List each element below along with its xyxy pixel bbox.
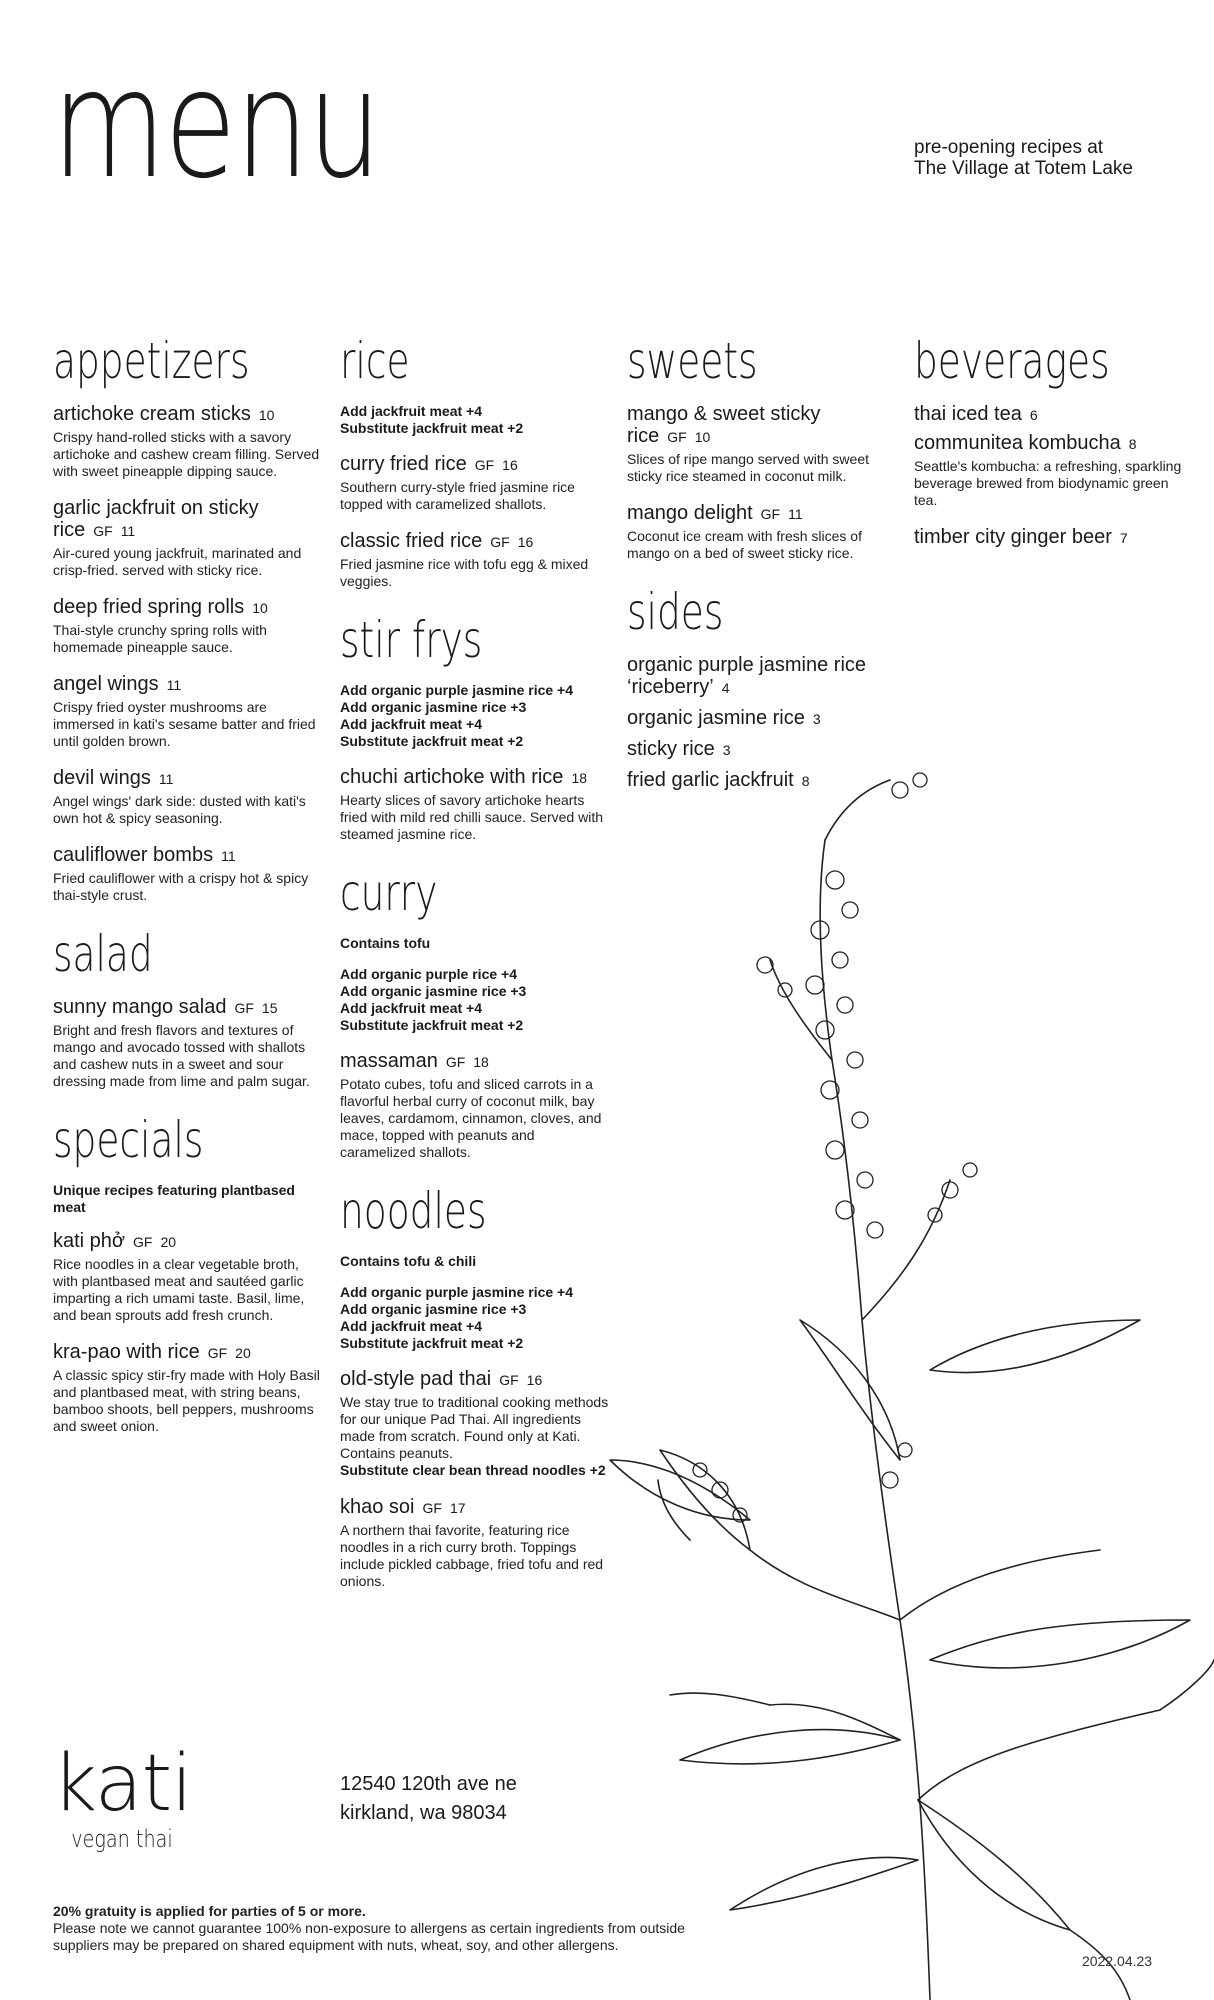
item-description: Crispy hand-rolled sticks with a savory artichoke and cashew cream filling. Served with sweet pineapple dipping sauce.: [53, 429, 320, 479]
item-tag: GF: [133, 1234, 153, 1250]
section-title: appetizers: [53, 332, 250, 390]
section-beverages: [914, 332, 1184, 549]
addon-list: [340, 966, 610, 1034]
section-title: beverages: [914, 332, 1110, 390]
item-description: Angel wings' dark side: dusted with kati's own hot & spicy seasoning.: [53, 793, 306, 826]
section-title: sweets: [627, 332, 758, 390]
section-note: Unique recipes featuring plantbased meat: [53, 1182, 295, 1215]
item-name: khao soi: [340, 1496, 415, 1518]
item-price: 11: [120, 523, 136, 539]
gratuity-note: 20% gratuity is applied for parties of 5 or more.: [53, 1903, 366, 1919]
addon-option: Substitute jackfruit meat +2: [340, 1335, 524, 1351]
footer-notes: [53, 1903, 685, 1954]
item-tag: GF: [93, 523, 113, 539]
item-price: 6: [1029, 407, 1038, 423]
menu-item: [53, 1230, 323, 1324]
section-title: sides: [627, 583, 724, 641]
menu-item: [914, 432, 1184, 509]
addon-option: Add organic jasmine rice +3: [340, 1301, 527, 1317]
item-tag: GF: [422, 1500, 442, 1516]
item-tag: GF: [207, 1345, 228, 1361]
section-title: salad: [53, 925, 153, 983]
item-name: deep fried spring rolls: [53, 596, 245, 618]
item-price: 4: [721, 680, 730, 696]
menu-item: [340, 1496, 610, 1590]
item-name: organic jasmine rice: [627, 707, 805, 729]
tagline: [914, 137, 1133, 179]
item-tag: GF: [760, 506, 781, 522]
menu-item: [340, 530, 610, 590]
menu-item: [627, 769, 897, 792]
item-price: 17: [449, 1500, 466, 1516]
item-description: Fried cauliflower with a crispy hot & spicy thai-style crust.: [53, 870, 309, 903]
item-price: 10: [252, 600, 268, 616]
section-sides: [627, 583, 897, 792]
section-note: Contains tofu & chili: [340, 1253, 477, 1269]
section-stir-frys: [340, 611, 610, 843]
menu-item: [53, 497, 323, 579]
item-price: 10: [258, 407, 275, 423]
item-tag: GF: [445, 1054, 466, 1070]
item-price: 16: [526, 1372, 543, 1388]
item-name: classic fried rice: [340, 530, 483, 552]
menu-item: [627, 403, 897, 485]
restaurant-address: [340, 1770, 517, 1828]
tagline-line: The Village at Totem Lake: [914, 158, 1133, 179]
item-price: 18: [473, 1054, 489, 1070]
item-description: Coconut ice cream with fresh slices of mango on a bed of sweet sticky rice.: [627, 528, 862, 561]
item-price: 3: [722, 742, 731, 758]
addon-option: Add jackfruit meat +4: [340, 1000, 482, 1016]
item-price: 16: [502, 457, 518, 473]
section-sweets: [627, 332, 897, 562]
section-note: Contains tofu: [340, 935, 431, 951]
addon-option: Substitute jackfruit meat +2: [340, 420, 524, 436]
section-title: specials: [53, 1111, 204, 1169]
item-description: A northern thai favorite, featuring rice noodles in a rich curry broth. Toppings include pickled cabbage, fried tofu and red onions.: [340, 1522, 604, 1589]
item-description: Slices of ripe mango served with sweet sticky rice steamed in coconut milk.: [627, 451, 869, 484]
item-name: fried garlic jackfruit: [627, 769, 794, 791]
item-description: Southern curry-style fried jasmine rice topped with caramelized shallots.: [340, 479, 575, 512]
column-1: [53, 332, 323, 1459]
item-description: Hearty slices of savory artichoke hearts fried with mild red chilli sauce. Served with steamed jasmine rice.: [340, 792, 603, 842]
addon-option: Add jackfruit meat +4: [340, 716, 482, 732]
address-line: kirkland, wa 98034: [340, 1802, 507, 1824]
item-price: 8: [801, 773, 810, 789]
menu-item: [627, 502, 897, 562]
section-curry: [340, 864, 610, 1161]
column-3: [627, 332, 897, 816]
item-description: Fried jasmine rice with tofu egg & mixed veggies.: [340, 556, 589, 589]
item-name: chuchi artichoke with rice: [340, 766, 564, 788]
brand-logo: [52, 1739, 203, 1853]
item-name: mango & sweet sticky rice: [627, 403, 821, 447]
item-name: cauliflower bombs: [53, 844, 214, 866]
brand-name: kati: [52, 1739, 192, 1829]
item-price: 20: [160, 1234, 177, 1250]
menu-item: [53, 996, 323, 1090]
item-name: kati phở: [53, 1230, 126, 1252]
section-salad: [53, 925, 323, 1090]
menu-item: [340, 1368, 610, 1479]
column-4: [914, 332, 1184, 573]
item-price: 20: [235, 1345, 251, 1361]
section-title: noodles: [340, 1182, 487, 1240]
item-description: We stay true to traditional cooking methods for our unique Pad Thai. All ingredients made from scratch. Found only at Kati. Contains peanuts.: [340, 1394, 609, 1461]
menu-item: [914, 526, 1184, 549]
addon-option: Substitute jackfruit meat +2: [340, 1017, 524, 1033]
item-description: Potato cubes, tofu and sliced carrots in a flavorful herbal curry of coconut milk, bay leaves, cardamom, cinnamon, cloves, and mace, topped with peanuts and caramelized shallots.: [340, 1076, 602, 1160]
menu-item: [53, 673, 323, 750]
addon-option: Add organic jasmine rice +3: [340, 983, 527, 999]
item-tag: GF: [499, 1372, 519, 1388]
section-title: curry: [340, 864, 438, 922]
address-line: 12540 120th ave ne: [340, 1773, 517, 1795]
item-description: Crispy fried oyster mushrooms are immersed in kati's sesame batter and fried until golden brown.: [53, 699, 316, 749]
item-description: A classic spicy stir-fry made with Holy Basil and plantbased meat, with string beans, bamboo shoots, bell peppers, mushrooms and sweet onion.: [53, 1367, 320, 1434]
basil-plant-illustration: [600, 760, 1214, 2000]
column-2: [340, 332, 610, 1614]
addon-option: Add organic jasmine rice +3: [340, 699, 527, 715]
item-name: old-style pad thai: [340, 1368, 492, 1390]
menu-item: [53, 596, 323, 656]
addon-option: Substitute jackfruit meat +2: [340, 733, 524, 749]
item-name: garlic jackfruit on sticky rice: [53, 497, 259, 541]
item-price: 3: [812, 711, 821, 727]
item-price: 16: [517, 534, 534, 550]
item-tag: GF: [490, 534, 510, 550]
menu-item: [627, 738, 897, 761]
item-description: Air-cured young jackfruit, marinated and crisp-fried. served with sticky rice.: [53, 545, 302, 578]
tagline-line: pre-opening recipes at: [914, 137, 1104, 158]
section-title: rice: [340, 332, 410, 390]
allergen-note: Please note we cannot guarantee 100% non-exposure to allergens as certain ingredients from outside: [53, 1920, 685, 1936]
item-description: Rice noodles in a clear vegetable broth, with plantbased meat and sautéed garlic imparting a rich umami taste. Basil, lime, and bean sprouts add fresh crunch.: [53, 1256, 305, 1323]
addon-list: [340, 403, 610, 437]
brand-subtitle: vegan thai: [71, 1825, 173, 1853]
menu-date: 2022.04.23: [1082, 1953, 1153, 1969]
item-name: thai iced tea: [914, 403, 1022, 425]
menu-item: [627, 707, 897, 730]
menu-item: [53, 767, 323, 827]
item-name: massaman: [340, 1050, 438, 1072]
item-price: 11: [221, 848, 236, 864]
menu-item: [340, 453, 610, 513]
item-price: 11: [166, 677, 182, 693]
addon-list: [340, 1284, 610, 1352]
menu-item: [340, 766, 610, 843]
menu-item: [914, 403, 1184, 426]
item-price: 15: [261, 1000, 278, 1016]
item-tag: GF: [667, 429, 687, 445]
addon-option: Add organic purple jasmine rice +4: [340, 1284, 574, 1300]
item-name: devil wings: [53, 767, 151, 789]
item-price: 11: [788, 506, 803, 522]
addon-option: Add jackfruit meat +4: [340, 403, 482, 419]
item-price: 11: [158, 771, 174, 787]
addon-option: Add organic purple jasmine rice +4: [340, 682, 574, 698]
menu-item: [53, 844, 323, 904]
item-name: sunny mango salad: [53, 996, 227, 1018]
item-description: Bright and fresh flavors and textures of mango and avocado tossed with shallots and cashew nuts in a sweet and sour dressing made from lime and palm sugar.: [53, 1022, 310, 1089]
item-price: 10: [694, 429, 711, 445]
item-addon: Substitute clear bean thread noodles +2: [340, 1462, 606, 1478]
item-tag: GF: [474, 457, 495, 473]
item-name: mango delight: [627, 502, 753, 524]
item-name: curry fried rice: [340, 453, 467, 475]
item-price: 18: [571, 770, 588, 786]
item-price: 7: [1119, 530, 1128, 546]
section-specials: [53, 1111, 323, 1435]
item-name: organic purple jasmine rice ‘riceberry’: [627, 654, 867, 698]
menu-title: menu: [52, 38, 381, 212]
allergen-note: suppliers may be prepared on shared equipment with nuts, wheat, soy, and other allergens.: [53, 1937, 619, 1953]
section-rice: [340, 332, 610, 590]
menu-item: [53, 403, 323, 480]
addon-option: Add organic purple rice +4: [340, 966, 517, 982]
item-name: timber city ginger beer: [914, 526, 1112, 548]
addon-list: [340, 682, 610, 750]
item-description: Seattle's kombucha: a refreshing, sparkling beverage brewed from biodynamic green tea.: [914, 458, 1182, 508]
menu-item: [53, 1341, 323, 1435]
section-noodles: [340, 1182, 610, 1590]
item-name: sticky rice: [627, 738, 715, 760]
item-name: angel wings: [53, 673, 159, 695]
item-price: 8: [1128, 436, 1137, 452]
addon-option: Add jackfruit meat +4: [340, 1318, 482, 1334]
item-name: artichoke cream sticks: [53, 403, 251, 425]
menu-item: [627, 654, 897, 699]
item-tag: GF: [234, 1000, 254, 1016]
section-appetizers: [53, 332, 323, 904]
item-name: kra-pao with rice: [53, 1341, 200, 1363]
menu-item: [340, 1050, 610, 1161]
item-description: Thai-style crunchy spring rolls with homemade pineapple sauce.: [53, 622, 267, 655]
item-name: communitea kombucha: [914, 432, 1121, 454]
section-title: stir frys: [340, 611, 483, 669]
